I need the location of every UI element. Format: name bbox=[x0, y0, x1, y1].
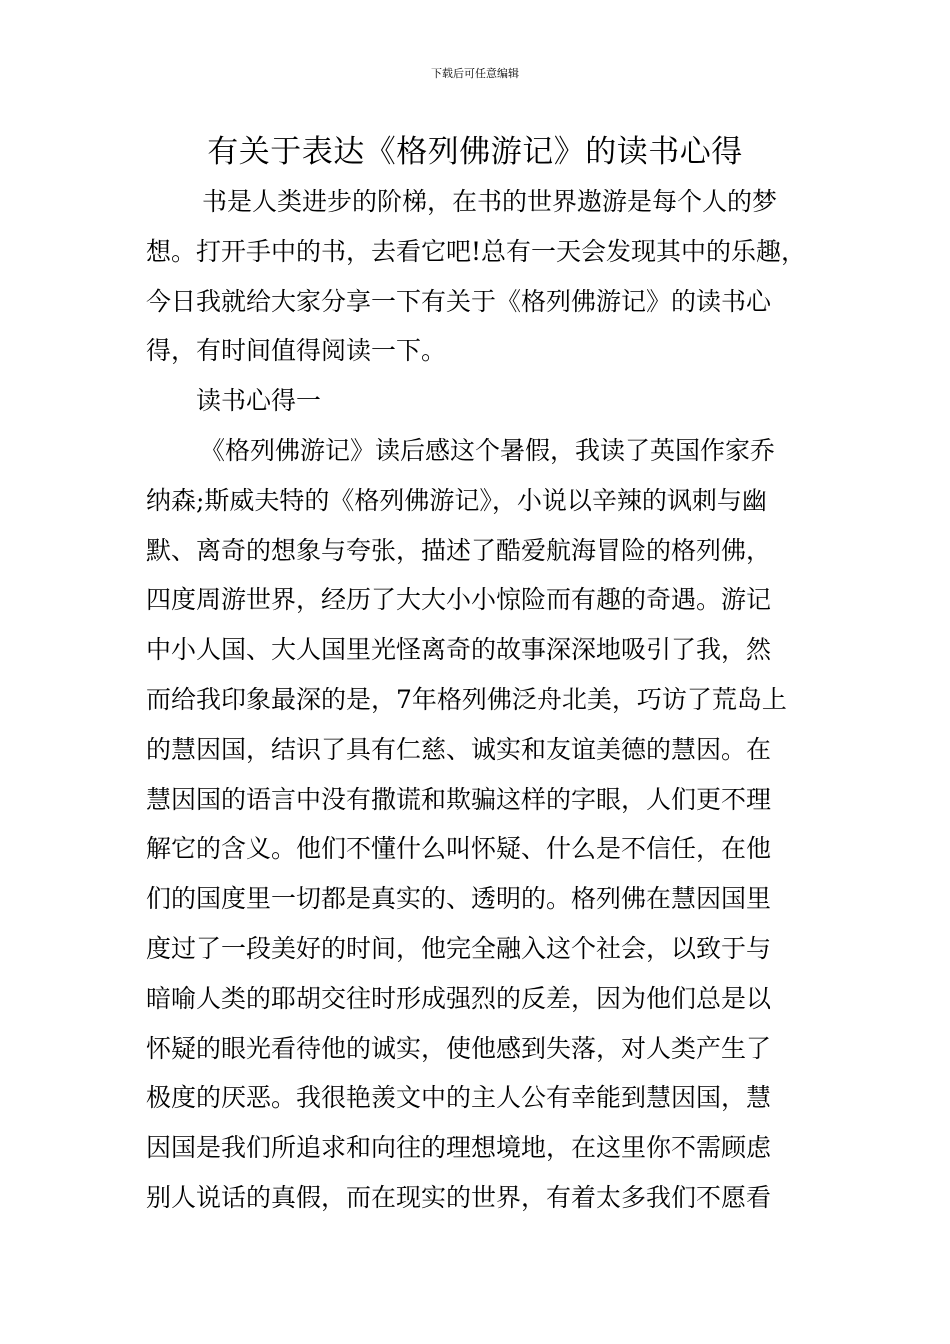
paragraph-line: 得，有时间值得阅读一下。 bbox=[146, 336, 447, 366]
document-title: 有关于表达《格列佛游记》的读书心得 bbox=[207, 134, 743, 170]
paragraph-line: 度过了一段美好的时间，他完全融入这个社会，以致于与 bbox=[146, 933, 772, 963]
paragraph-line: 今日我就给大家分享一下有关于《格列佛游记》的读书心 bbox=[146, 286, 772, 316]
paragraph-line: 默、离奇的想象与夸张，描述了酷爱航海冒险的格列佛， bbox=[146, 535, 772, 565]
paragraph-line: 怀疑的眼光看待他的诚实，使他感到失落，对人类产生了 bbox=[146, 1033, 772, 1063]
header-note: 下载后可任意编辑 bbox=[431, 67, 519, 80]
paragraph-line: 极度的厌恶。我很艳羡文中的主人公有幸能到慧因国，慧 bbox=[146, 1083, 772, 1113]
document-body bbox=[146, 177, 826, 1223]
paragraph-line: 想。打开手中的书，去看它吧!总有一天会发现其中的乐趣， bbox=[146, 236, 807, 266]
paragraph-line: 的慧因国，结识了具有仁慈、诚实和友谊美德的慧因。在 bbox=[146, 734, 772, 764]
section-heading: 读书心得一 bbox=[196, 386, 322, 416]
paragraph-line: 《格列佛游记》读后感这个暑假，我读了英国作家乔 bbox=[200, 435, 776, 465]
paragraph-line: 慧因国的语言中没有撒谎和欺骗这样的字眼，人们更不理 bbox=[146, 784, 772, 814]
paragraph-line: 暗喻人类的耶胡交往时形成强烈的反差，因为他们总是以 bbox=[146, 983, 772, 1013]
paragraph-line: 书是人类进步的阶梯，在书的世界遨游是每个人的梦 bbox=[202, 187, 778, 216]
paragraph-line: 纳森;斯威夫特的《格列佛游记》，小说以辛辣的讽刺与幽 bbox=[146, 485, 767, 515]
paragraph-line: 因国是我们所追求和向往的理想境地，在这里你不需顾虑 bbox=[146, 1133, 772, 1163]
paragraph-line: 们的国度里一切都是真实的、透明的。格列佛在慧因国里 bbox=[146, 884, 772, 914]
paragraph-line: 四度周游世界，经历了大大小小惊险而有趣的奇遇。游记 bbox=[146, 585, 772, 615]
paragraph-line: 别人说话的真假，而在现实的世界，有着太多我们不愿看 bbox=[146, 1182, 772, 1212]
paragraph-line: 中小人国、大人国里光怪离奇的故事深深地吸引了我，然 bbox=[146, 635, 772, 665]
paragraph-line: 解它的含义。他们不懂什么叫怀疑、什么是不信任，在他 bbox=[146, 834, 772, 864]
paragraph-line: 而给我印象最深的是，7年格列佛泛舟北美，巧访了荒岛上 bbox=[146, 684, 787, 714]
